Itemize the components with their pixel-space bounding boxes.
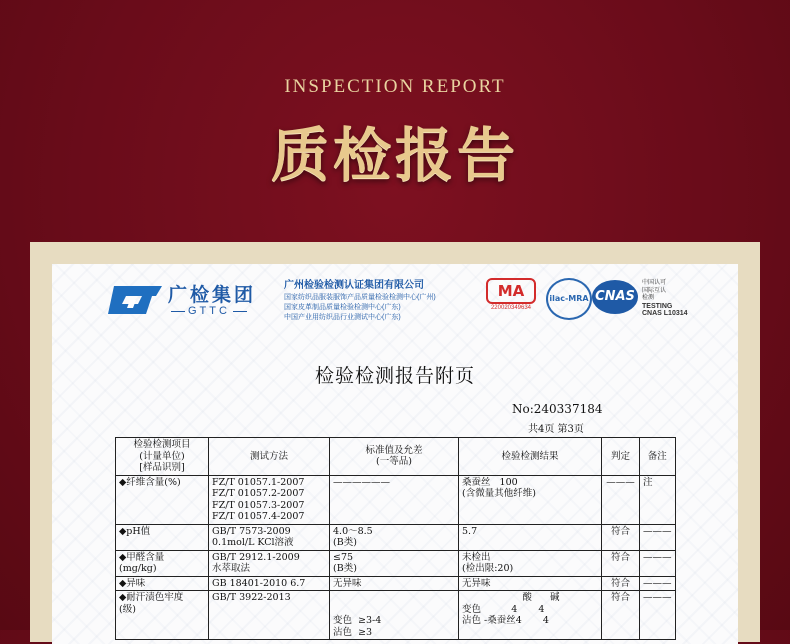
header-note: 备注 [640,438,676,476]
logo-english-name: GTTC [168,305,250,317]
cma-seal [486,278,536,311]
cnas-seal: CNAS [592,280,638,314]
cell-item: ◆异味 [116,576,209,591]
cell-verdict: 符合 [602,576,640,591]
cnas-testing-label: TESTING [642,302,673,310]
inspection-report-page [52,264,738,644]
cell-verdict: ——— [602,475,640,524]
cell-item: ◆pH值 [116,524,209,550]
hero-subtitle: INSPECTION REPORT [284,76,506,97]
cnas-caption-line: 检测 [642,295,655,301]
cnas-caption [642,280,688,318]
cell-note: ——— [640,550,676,576]
header-verdict: 判定 [602,438,640,476]
cell-item: ◆纤维含量(%) [116,475,209,524]
cell-result: 未检出 (检出限:20) [459,550,602,576]
hero-title: 质检报告 [270,121,519,189]
cell-standard: —————— [330,475,459,524]
header-standard: 标准值及允差 (一等品) [330,438,459,476]
cell-item: ◆耐汗渍色牢度 (级) [116,591,209,640]
table-row [116,591,676,640]
organization-name: 广州检验检测认证集团有限公司 [284,280,424,291]
table-header-row [116,438,676,476]
results-table [115,437,676,640]
cell-method: FZ/T 01057.1-2007 FZ/T 01057.2-2007 FZ/T 01057.3-2007 FZ/T 01057.4-2007 [209,475,330,524]
cell-verdict: 符合 [602,550,640,576]
table-row [116,475,676,524]
table-row [116,550,676,576]
organization-line: 中国产业用纺织品行业测试中心(广东) [284,314,401,321]
cell-standard: 变色 ≥3-4 沾色 ≥3 [330,591,459,640]
cma-mark: MA [486,278,536,304]
header-item: 检验检测项目 (计量单位) [样品识别] [116,438,209,476]
organization-block [284,281,436,323]
cell-standard: 4.0～8.5 (B类) [330,524,459,550]
cnas-caption-line: 中国认可 [642,280,667,286]
cell-result: 无异味 [459,576,602,591]
table-row [116,524,676,550]
cnas-caption-line: 国际互认 [642,287,667,294]
cell-method: GB/T 3922-2013 [209,591,330,640]
cell-method: GB 18401-2010 6.7 [209,576,330,591]
gttc-logo-icon [108,282,164,318]
header-method: 测试方法 [209,438,330,476]
organization-line: 国家纺织品服装服饰产品质量检验检测中心(广州) [284,294,436,301]
cnas-code: CNAS L10314 [642,310,688,317]
header-result: 检验检测结果 [459,438,602,476]
cell-verdict: 符合 [602,591,640,640]
cell-note: ——— [640,576,676,591]
cell-standard: ≤75 (B类) [330,550,459,576]
logo-chinese-name: 广检集团 [168,284,257,306]
cell-item: ◆甲醛含量 (mg/kg) [116,550,209,576]
cell-note: 注 [640,475,676,524]
cell-note: ——— [640,591,676,640]
cell-note: ——— [640,524,676,550]
cell-verdict: 符合 [602,524,640,550]
cell-result: 酸 碱 变色 4 4 沾色 -桑蚕丝4 4 [459,591,602,640]
document-title: 检验检测报告附页 [314,365,475,387]
table-row [116,576,676,591]
cell-result: 桑蚕丝 100 (含微量其他纤维) [459,475,602,524]
ilac-mra-seal: ilac-MRA [546,278,592,320]
organization-line: 国家皮革制品质量检验检测中心(广东) [284,304,401,311]
cell-standard: 无异味 [330,576,459,591]
page-info: 共4页 第3页 [528,424,584,435]
report-number: No:240337184 [512,402,603,416]
cell-method: GB/T 7573-2009 0.1mol/L KCl溶液 [209,524,330,550]
cell-result: 5.7 [459,524,602,550]
cma-number: 220020349634 [490,305,532,311]
cell-method: GB/T 2912.1-2009 水萃取法 [209,550,330,576]
